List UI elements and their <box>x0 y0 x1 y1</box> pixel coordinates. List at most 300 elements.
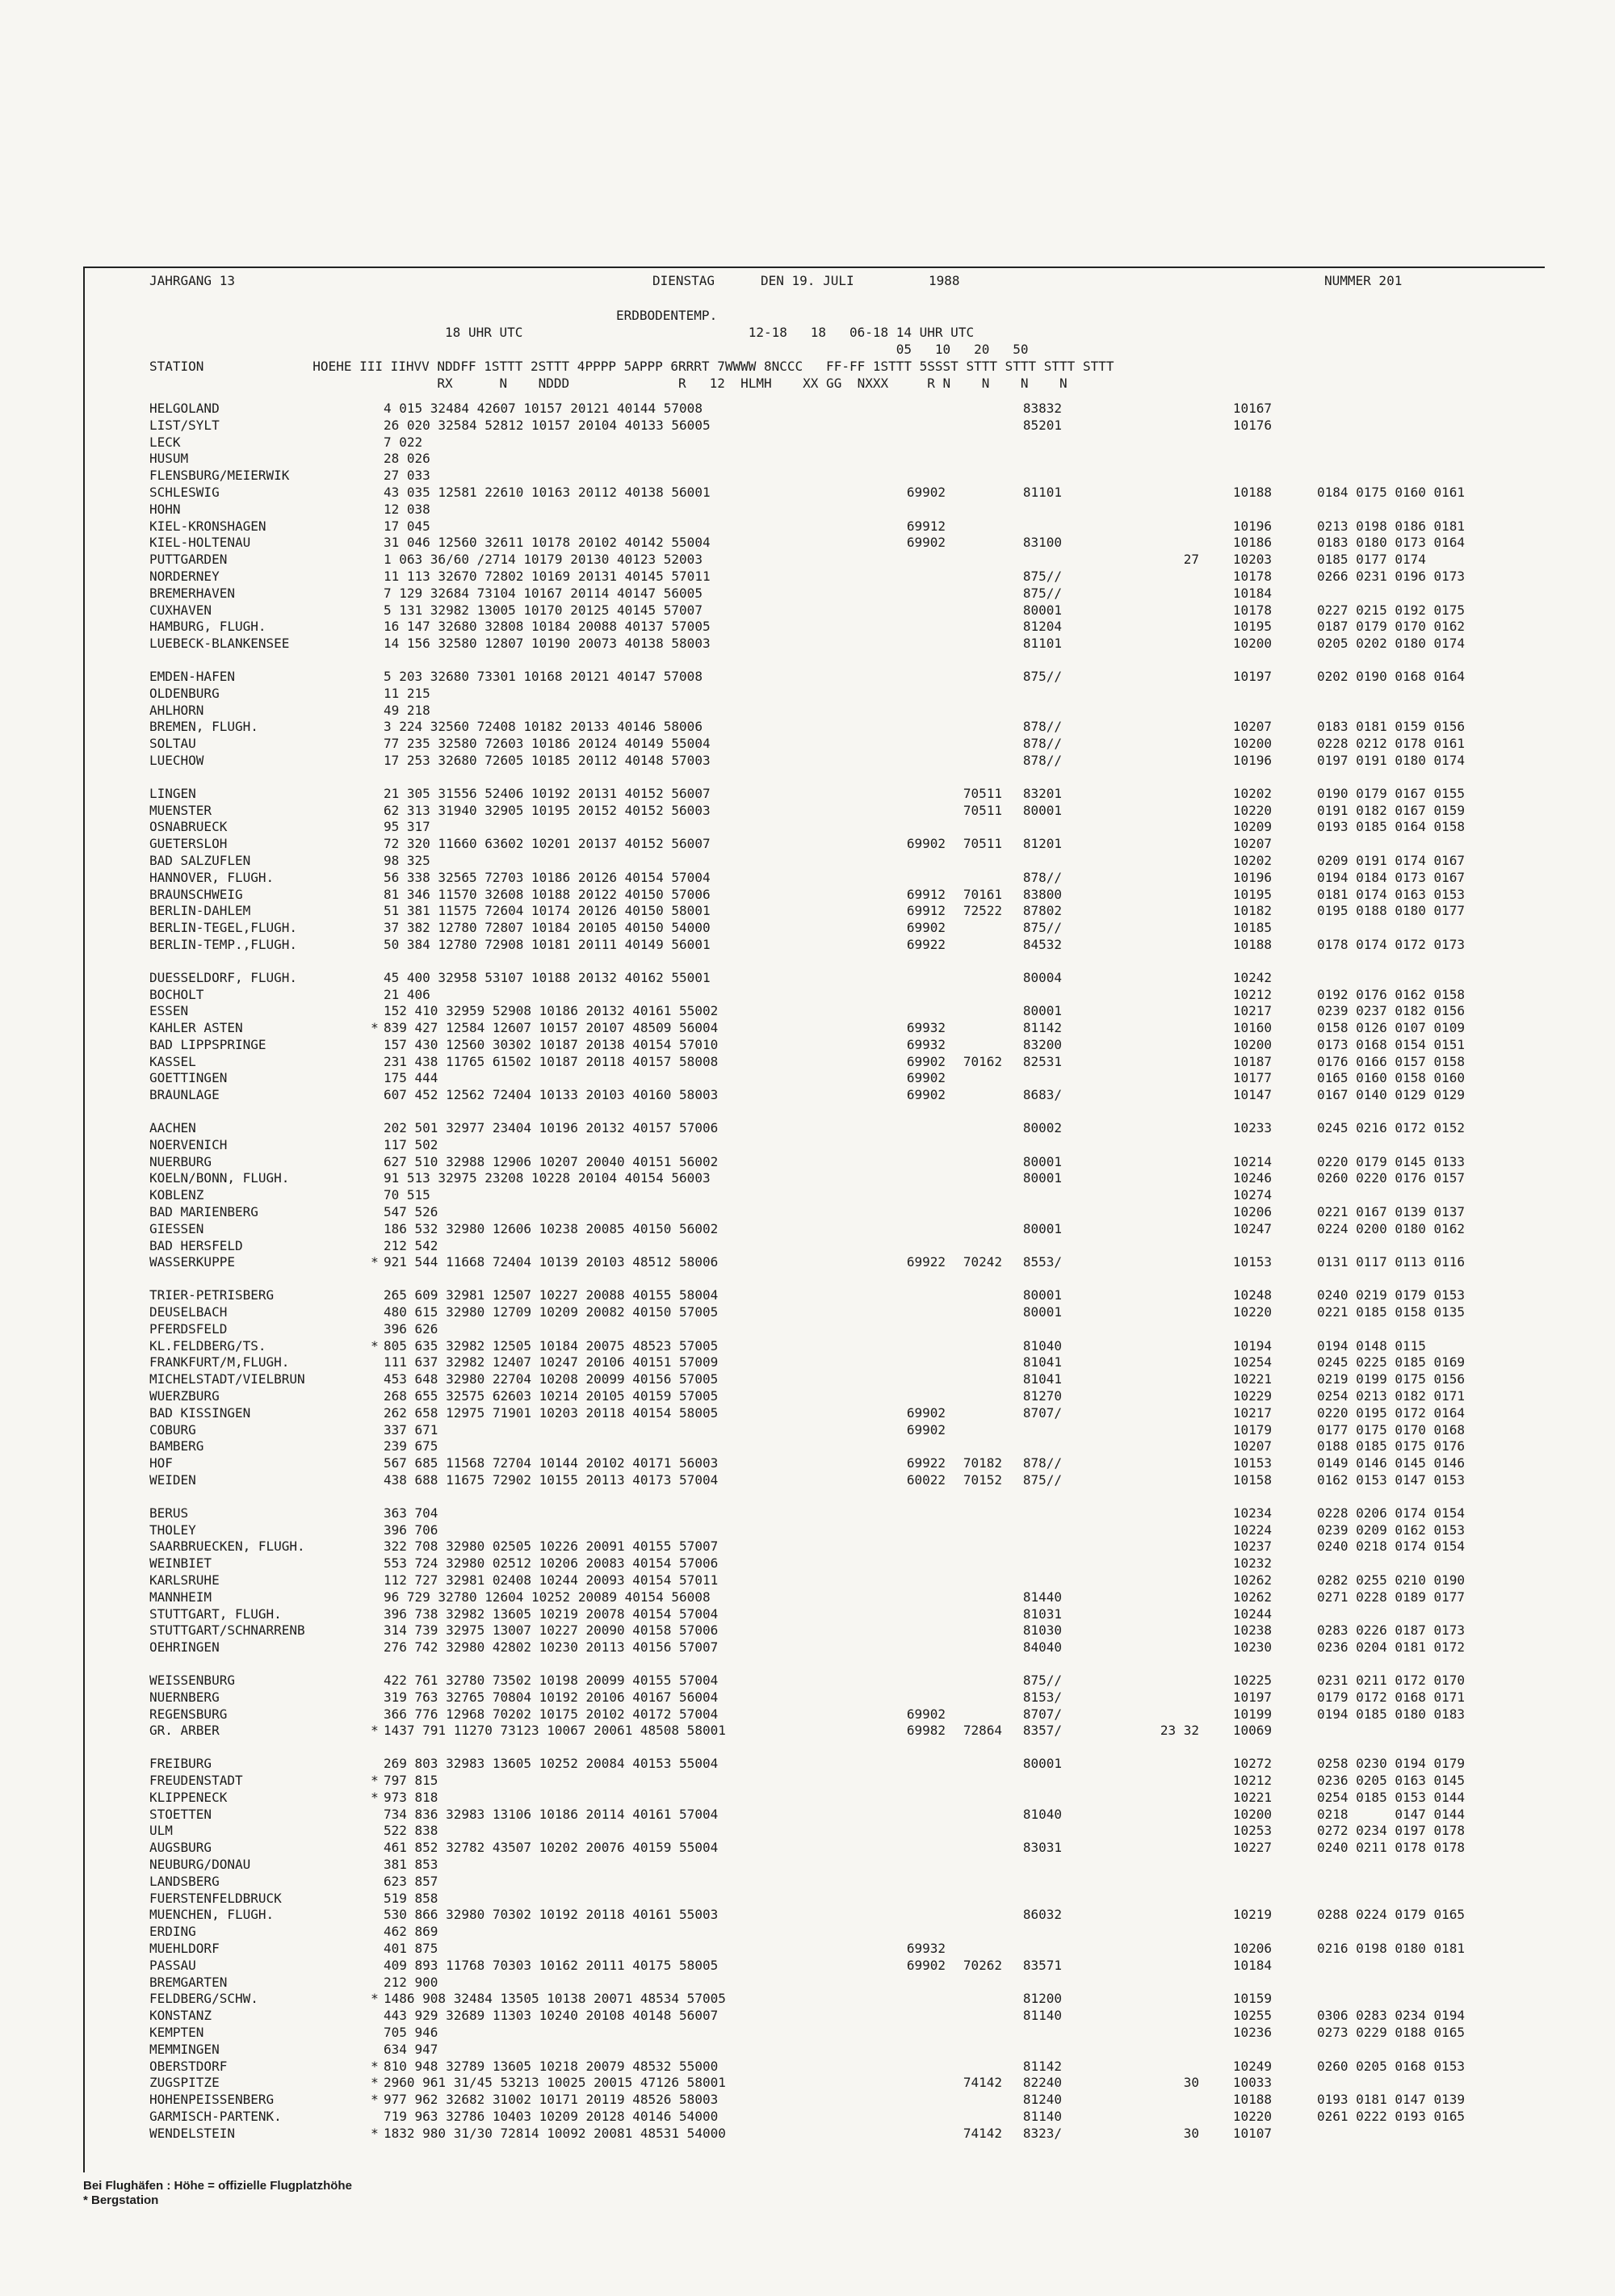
table-row <box>149 2025 1538 2042</box>
group-6rrrt <box>868 502 946 518</box>
group-1sttt: 10186 <box>1232 535 1272 551</box>
wind-gust <box>1062 1622 1199 1639</box>
group-1sttt: 10188 <box>1232 936 1272 952</box>
group-8nccc: 83200 <box>1022 1036 1062 1052</box>
station-data: 363 704 <box>384 1505 438 1521</box>
group-6rrrt: 69902 <box>906 1087 946 1103</box>
soil-temperatures <box>1272 1606 1511 1623</box>
group-8nccc: 81140 <box>1022 2108 1062 2124</box>
group-1sttt: 10196 <box>1232 752 1272 768</box>
soil-temperatures: 0245 0216 0172 0152 <box>1317 1120 1466 1136</box>
group-8nccc: 8357/ <box>1022 1723 1062 1739</box>
group-7wwww <box>946 1338 1002 1355</box>
group-1sttt: 10178 <box>1232 568 1272 584</box>
wind-gust <box>1062 1807 1199 1824</box>
station-name: SOLTAU <box>149 736 196 752</box>
table-row <box>149 753 1538 770</box>
station-data: 265 609 32981 12507 10227 20088 40155 58004 <box>384 1287 719 1303</box>
group-6rrrt <box>868 1622 946 1639</box>
station-group <box>149 1505 1538 1656</box>
station-name: BREMGARTEN <box>149 1974 228 1990</box>
table-row <box>149 736 1538 753</box>
mountain-mark <box>366 619 384 636</box>
mountain-mark <box>366 2008 384 2025</box>
group-7wwww <box>946 853 1002 870</box>
station-name: MUEHLDORF <box>149 1940 220 1956</box>
soil-temperatures: 0194 0148 0115 <box>1317 1337 1426 1354</box>
station-data: 11 215 <box>384 685 430 701</box>
station-group <box>149 1673 1538 1740</box>
station-name: DEUSELBACH <box>149 1304 228 1320</box>
group-1sttt: 10197 <box>1232 1689 1272 1705</box>
wind-gust <box>1062 1238 1199 1255</box>
station-name: LECK <box>149 434 181 450</box>
soil-temperatures: 0282 0255 0210 0190 <box>1317 1572 1466 1588</box>
group-7wwww <box>946 819 1002 836</box>
mountain-mark <box>366 853 384 870</box>
mountain-mark <box>366 736 384 753</box>
station-data: 462 869 <box>384 1924 438 1940</box>
group-6rrrt <box>868 1689 946 1706</box>
wind-gust <box>1062 1975 1199 1992</box>
wind-gust <box>1062 1790 1199 1807</box>
wind-gust <box>1062 1120 1199 1137</box>
group-6rrrt <box>868 1975 946 1992</box>
group-7wwww <box>946 1422 1002 1439</box>
station-name: FREIBURG <box>149 1756 212 1772</box>
group-7wwww <box>946 1238 1002 1255</box>
group-6rrrt <box>868 451 946 468</box>
wind-gust <box>1062 1505 1199 1522</box>
station-name: KIEL-HOLTENAU <box>149 535 251 551</box>
soil-temperatures: 0271 0228 0189 0177 <box>1317 1589 1466 1605</box>
table-row <box>149 1054 1538 1071</box>
group-7wwww <box>946 1975 1002 1992</box>
wind-gust <box>1062 987 1199 1004</box>
wind-gust <box>1062 535 1199 552</box>
group-8nccc <box>1002 1555 1062 1572</box>
station-data: 547 526 <box>384 1204 438 1220</box>
group-1sttt <box>1199 1137 1272 1154</box>
mountain-mark <box>366 602 384 619</box>
mountain-mark <box>366 1221 384 1238</box>
station-name: WEINBIET <box>149 1555 212 1572</box>
group-1sttt: 10214 <box>1232 1153 1272 1169</box>
group-8nccc: 81031 <box>1022 1606 1062 1622</box>
group-8nccc: 875// <box>1022 1472 1062 1488</box>
soil-temperatures: 0261 0222 0193 0165 <box>1317 2108 1466 2124</box>
station-name: KARLSRUHE <box>149 1572 220 1588</box>
soil-temperatures: 0173 0168 0154 0151 <box>1317 1036 1466 1052</box>
table-row <box>149 1924 1538 1941</box>
group-8nccc: 83571 <box>1022 1957 1062 1973</box>
soil-temperatures <box>1272 434 1511 451</box>
group-7wwww <box>946 1321 1002 1338</box>
wind-gust <box>1062 1321 1199 1338</box>
group-1sttt <box>1199 468 1272 485</box>
wind-gust <box>1062 836 1199 853</box>
wind-gust <box>1062 686 1199 703</box>
table-row <box>149 1003 1538 1020</box>
group-8nccc: 80002 <box>1022 1120 1062 1136</box>
group-7wwww: 70242 <box>963 1254 1002 1270</box>
table-row <box>149 1154 1538 1171</box>
station-name: MANNHEIM <box>149 1589 212 1605</box>
station-name: GOETTINGEN <box>149 1070 228 1086</box>
mountain-mark <box>366 786 384 803</box>
group-8nccc: 81041 <box>1022 1354 1062 1370</box>
station-data: 734 836 32983 13106 10186 20114 40161 57004 <box>384 1806 719 1822</box>
soil-temperatures: 0221 0167 0139 0137 <box>1317 1204 1466 1220</box>
table-row <box>149 1405 1538 1422</box>
wind-gust <box>1062 1304 1199 1321</box>
group-1sttt: 10248 <box>1232 1287 1272 1303</box>
wind-gust <box>1062 518 1199 535</box>
station-data: 443 929 32689 11303 10240 20108 40148 56007 <box>384 2008 719 2024</box>
station-table <box>149 401 1538 2159</box>
table-row <box>149 552 1538 569</box>
group-1sttt: 10220 <box>1232 802 1272 818</box>
group-8nccc <box>1002 1572 1062 1589</box>
group-6rrrt <box>868 1874 946 1891</box>
group-1sttt: 10244 <box>1232 1606 1272 1622</box>
group-8nccc: 80001 <box>1022 602 1062 618</box>
group-8nccc <box>1002 434 1062 451</box>
mountain-mark <box>366 401 384 418</box>
mountain-mark <box>366 636 384 653</box>
wind-gust <box>1062 1087 1199 1104</box>
mountain-mark <box>366 1689 384 1706</box>
table-row <box>149 937 1538 954</box>
mountain-mark <box>366 1673 384 1689</box>
group-6rrrt <box>868 703 946 720</box>
mountain-mark <box>366 502 384 518</box>
station-name: ESSEN <box>149 1003 189 1019</box>
station-data: 11 113 32670 72802 10169 20131 40145 57011 <box>384 568 711 584</box>
soil-temperatures: 0165 0160 0158 0160 <box>1317 1070 1466 1086</box>
station-name: STUTTGART/SCHNARRENB <box>149 1622 305 1639</box>
station-name: OEHRINGEN <box>149 1639 220 1656</box>
station-group <box>149 1120 1538 1271</box>
mountain-mark <box>366 987 384 1004</box>
wind-gust <box>1062 1840 1199 1857</box>
mountain-mark <box>366 937 384 954</box>
table-row <box>149 1321 1538 1338</box>
group-6rrrt: 69902 <box>906 1421 946 1438</box>
group-7wwww <box>946 552 1002 569</box>
group-8nccc <box>1002 1538 1062 1555</box>
station-data: 72 320 11660 63602 10201 20137 40152 56007 <box>384 836 711 852</box>
soil-temperatures: 0306 0283 0234 0194 <box>1317 2008 1466 2024</box>
group-1sttt: 10206 <box>1232 1204 1272 1220</box>
soil-temperatures: 0231 0211 0172 0170 <box>1317 1672 1466 1688</box>
wind-gust <box>1062 1823 1199 1840</box>
footnotes <box>83 2179 352 2208</box>
table-row <box>149 819 1538 836</box>
group-1sttt: 10182 <box>1232 903 1272 919</box>
station-name: STOETTEN <box>149 1806 212 1822</box>
table-row <box>149 1958 1538 1975</box>
table-row <box>149 1807 1538 1824</box>
group-7wwww: 70182 <box>963 1455 1002 1471</box>
group-6rrrt <box>868 803 946 820</box>
table-row <box>149 1975 1538 1992</box>
group-8nccc <box>1002 1321 1062 1338</box>
soil-temperatures: 0266 0231 0196 0173 <box>1317 568 1466 584</box>
wind-gust: 23 32 <box>1160 1723 1199 1739</box>
soil-temperatures: 0176 0166 0157 0158 <box>1317 1053 1466 1069</box>
group-8nccc: 87802 <box>1022 903 1062 919</box>
station-data: 111 637 32982 12407 10247 20106 40151 57009 <box>384 1354 719 1370</box>
table-row <box>149 1706 1538 1723</box>
group-6rrrt: 69912 <box>906 886 946 902</box>
group-7wwww <box>946 468 1002 485</box>
soil-temperatures: 0179 0172 0168 0171 <box>1317 1689 1466 1705</box>
group-7wwww <box>946 1924 1002 1941</box>
group-7wwww: 70162 <box>963 1053 1002 1069</box>
group-1sttt <box>1199 686 1272 703</box>
table-row <box>149 2092 1538 2109</box>
station-data: 2960 961 31/45 53213 10025 20015 47126 58001 <box>384 2075 726 2091</box>
mountain-mark <box>366 418 384 434</box>
group-6rrrt: 69902 <box>906 1957 946 1973</box>
station-name: KONSTANZ <box>149 2008 212 2024</box>
group-7wwww <box>946 2059 1002 2076</box>
group-7wwww <box>946 1137 1002 1154</box>
mountain-mark <box>366 2042 384 2059</box>
group-6rrrt <box>868 1538 946 1555</box>
group-8nccc: 85201 <box>1022 417 1062 433</box>
station-name: BAD LIPPSPRINGE <box>149 1036 266 1052</box>
station-name: KL.FELDBERG/TS. <box>149 1337 266 1354</box>
group-1sttt: 10207 <box>1232 1438 1272 1454</box>
table-row <box>149 1388 1538 1405</box>
group-1sttt: 10176 <box>1232 417 1272 433</box>
station-data: 453 648 32980 22704 10208 20099 40156 57005 <box>384 1371 719 1387</box>
group-1sttt: 10207 <box>1232 719 1272 735</box>
group-6rrrt <box>868 2008 946 2025</box>
station-name: OLDENBURG <box>149 685 220 701</box>
soil-temperatures: 0219 0199 0175 0156 <box>1317 1371 1466 1387</box>
table-row <box>149 485 1538 502</box>
table-row <box>149 1087 1538 1104</box>
group-1sttt: 10217 <box>1232 1003 1272 1019</box>
soil-temperatures: 0224 0200 0180 0162 <box>1317 1220 1466 1236</box>
group-6rrrt <box>868 1756 946 1773</box>
wind-gust <box>1062 937 1199 954</box>
table-row <box>149 619 1538 636</box>
wind-gust <box>1062 1606 1199 1623</box>
wind-gust <box>1062 1354 1199 1371</box>
group-7wwww <box>946 1304 1002 1321</box>
station-group <box>149 1287 1538 1489</box>
station-data: 62 313 31940 32905 10195 20152 40152 56003 <box>384 802 711 818</box>
station-name: DUESSELDORF, FLUGH. <box>149 969 298 985</box>
mountain-mark <box>366 434 384 451</box>
group-7wwww <box>946 535 1002 552</box>
wind-gust <box>1062 1924 1199 1941</box>
group-8nccc <box>1002 686 1062 703</box>
wind-gust <box>1062 602 1199 619</box>
station-data: 96 729 32780 12604 10252 20089 40154 56008 <box>384 1589 711 1605</box>
group-6rrrt <box>868 1338 946 1355</box>
group-1sttt: 10237 <box>1232 1538 1272 1555</box>
table-row <box>149 1555 1538 1572</box>
group-6rrrt <box>868 819 946 836</box>
table-row <box>149 1472 1538 1489</box>
group-1sttt: 10227 <box>1232 1840 1272 1856</box>
station-data: 401 875 <box>384 1940 438 1956</box>
station-name: CUXHAVEN <box>149 602 212 618</box>
station-data: 77 235 32580 72603 10186 20124 40149 55004 <box>384 736 711 752</box>
soil-temperatures: 0193 0185 0164 0158 <box>1317 819 1466 835</box>
wind-gust <box>1062 1706 1199 1723</box>
station-data: 157 430 12560 30302 10187 20138 40154 57010 <box>384 1036 719 1052</box>
wind-gust <box>1062 1388 1199 1405</box>
group-1sttt <box>1199 1857 1272 1874</box>
mountain-mark: * <box>371 1337 379 1354</box>
group-6rrrt <box>868 1823 946 1840</box>
group-1sttt: 10177 <box>1232 1070 1272 1086</box>
mountain-mark <box>366 1087 384 1104</box>
station-group <box>149 669 1538 770</box>
wind-gust <box>1062 1589 1199 1606</box>
table-row <box>149 1589 1538 1606</box>
group-7wwww <box>946 2025 1002 2042</box>
mountain-mark: * <box>371 1991 379 2007</box>
wind-gust <box>1062 786 1199 803</box>
station-data: 3 224 32560 72408 10182 20133 40146 58006 <box>384 719 703 735</box>
group-1sttt: 10224 <box>1232 1522 1272 1538</box>
station-name: OBERSTDORF <box>149 2058 228 2074</box>
table-row <box>149 786 1538 803</box>
soil-temperatures <box>1272 2075 1511 2092</box>
mountain-mark <box>366 1975 384 1992</box>
wind-gust <box>1062 451 1199 468</box>
station-name: FREUDENSTADT <box>149 1772 243 1788</box>
station-data: 268 655 32575 62603 10214 20105 40159 57005 <box>384 1388 719 1404</box>
station-data: 4 015 32484 42607 10157 20121 40144 57008 <box>384 401 703 416</box>
group-7wwww <box>946 1037 1002 1054</box>
station-name: WENDELSTEIN <box>149 2125 235 2141</box>
mountain-mark <box>366 1287 384 1304</box>
group-7wwww <box>946 502 1002 518</box>
group-7wwww: 70262 <box>963 1957 1002 1973</box>
station-name: TRIER-PETRISBERG <box>149 1287 275 1303</box>
wind-gust <box>1062 1891 1199 1908</box>
group-6rrrt <box>868 636 946 653</box>
group-8nccc: 81101 <box>1022 636 1062 652</box>
station-name: NEUBURG/DONAU <box>149 1856 251 1872</box>
group-8nccc: 875// <box>1022 568 1062 584</box>
wind-gust <box>1062 1371 1199 1388</box>
mountain-mark <box>366 569 384 586</box>
group-1sttt: 10234 <box>1232 1505 1272 1521</box>
group-8nccc <box>1002 1204 1062 1221</box>
wind-gust <box>1062 1020 1199 1037</box>
station-data: 522 838 <box>384 1823 438 1839</box>
station-name: COBURG <box>149 1421 196 1438</box>
mountain-mark <box>366 1924 384 1941</box>
group-7wwww <box>946 636 1002 653</box>
group-8nccc: 81204 <box>1022 619 1062 635</box>
group-7wwww <box>946 1187 1002 1204</box>
soil-temperatures: 0220 0179 0145 0133 <box>1317 1153 1466 1169</box>
group-7wwww <box>946 1673 1002 1689</box>
group-8nccc: 80001 <box>1022 1153 1062 1169</box>
wind-gust <box>1062 1689 1199 1706</box>
group-6rrrt: 69922 <box>906 936 946 952</box>
station-data: 7 022 <box>384 434 423 450</box>
table-row <box>149 1723 1538 1740</box>
table-row <box>149 1639 1538 1656</box>
group-1sttt: 10262 <box>1232 1572 1272 1588</box>
station-data: 627 510 32988 12906 10207 20040 40151 56002 <box>384 1153 719 1169</box>
wind-gust <box>1062 1941 1199 1958</box>
group-1sttt: 10188 <box>1232 484 1272 500</box>
soil-temperatures: 0240 0219 0179 0153 <box>1317 1287 1466 1303</box>
group-7wwww <box>946 518 1002 535</box>
issue-number: NUMMER 201 <box>1324 273 1403 288</box>
mountain-mark <box>366 819 384 836</box>
group-1sttt: 10212 <box>1232 986 1272 1002</box>
group-8nccc: 81140 <box>1022 2008 1062 2024</box>
group-7wwww <box>946 1154 1002 1171</box>
group-6rrrt <box>868 1857 946 1874</box>
station-data: 50 384 12780 72908 10181 20111 40149 56001 <box>384 936 711 952</box>
group-1sttt: 10153 <box>1232 1455 1272 1471</box>
group-1sttt: 10200 <box>1232 1806 1272 1822</box>
mountain-mark <box>366 1354 384 1371</box>
group-1sttt: 10232 <box>1232 1555 1272 1572</box>
station-name: HAMBURG, FLUGH. <box>149 619 266 635</box>
soil-temperatures: 0258 0230 0194 0179 <box>1317 1756 1466 1772</box>
mountain-mark <box>366 451 384 468</box>
soil-temperatures: 0240 0211 0178 0178 <box>1317 1840 1466 1856</box>
group-8nccc: 8683/ <box>1022 1087 1062 1103</box>
group-6rrrt: 69902 <box>906 535 946 551</box>
mountain-mark <box>366 703 384 720</box>
station-name: HOHENPEISSENBERG <box>149 2092 275 2108</box>
station-data: 7 129 32684 73104 10167 20114 40147 56005 <box>384 585 703 601</box>
group-6rrrt <box>868 1891 946 1908</box>
group-1sttt: 10188 <box>1232 2092 1272 2108</box>
group-6rrrt: 69932 <box>906 1020 946 1036</box>
group-1sttt: 10220 <box>1232 2108 1272 2124</box>
table-row <box>149 1790 1538 1807</box>
station-name: ULM <box>149 1823 173 1839</box>
mountain-mark: * <box>371 2075 379 2091</box>
group-7wwww <box>946 987 1002 1004</box>
table-row <box>149 418 1538 434</box>
soil-temperatures: 0193 0181 0147 0139 <box>1317 2092 1466 2108</box>
station-data: 17 045 <box>384 518 430 534</box>
mountain-mark <box>366 1204 384 1221</box>
mountain-mark <box>366 1405 384 1422</box>
mountain-mark: * <box>371 1723 379 1739</box>
station-name: HANNOVER, FLUGH. <box>149 869 275 885</box>
group-7wwww <box>946 434 1002 451</box>
wind-gust <box>1062 1455 1199 1472</box>
soil-temperatures: 0236 0205 0163 0145 <box>1317 1772 1466 1788</box>
group-1sttt: 10200 <box>1232 1036 1272 1052</box>
mountain-mark <box>366 2025 384 2042</box>
group-6rrrt <box>868 401 946 418</box>
group-1sttt: 10230 <box>1232 1639 1272 1656</box>
station-name: WEISSENBURG <box>149 1672 235 1688</box>
station-name: BAD SALZUFLEN <box>149 852 251 868</box>
soil-temperatures <box>1272 1321 1511 1338</box>
